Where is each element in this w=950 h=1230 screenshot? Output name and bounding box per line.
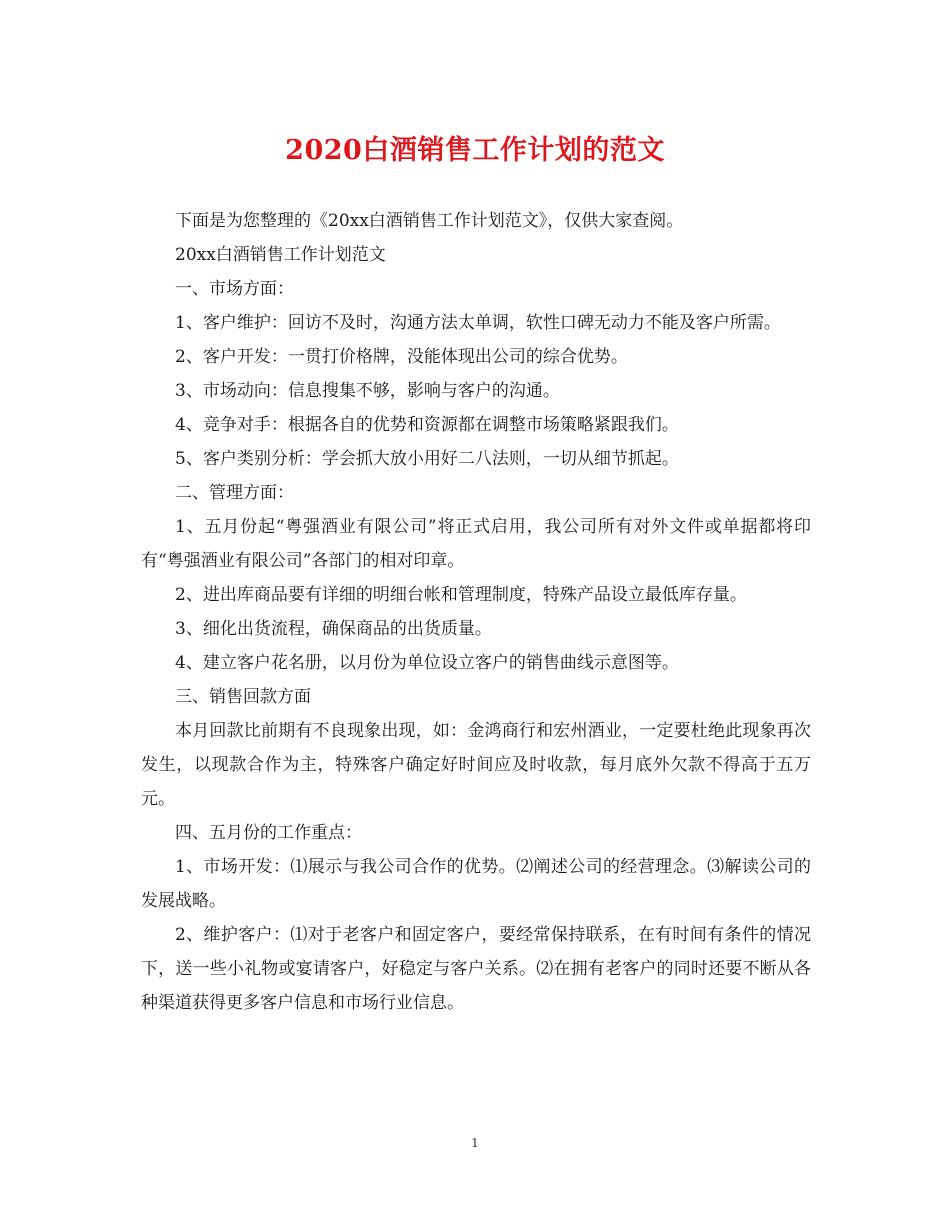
list-item: 2、进出库商品要有详细的明细台帐和管理制度，特殊产品设立最低库存量。 bbox=[175, 585, 747, 605]
paragraph-subtitle: 20xx白酒销售工作计划范文 bbox=[175, 245, 386, 265]
section-heading-market: 一、市场方面： bbox=[175, 279, 294, 299]
section-heading-focus: 四、五月份的工作重点： bbox=[175, 823, 362, 843]
page-number: 1 bbox=[471, 1136, 479, 1150]
list-item: 1、市场开发：⑴展示与我公司合作的优势。⑵阐述公司的经营理念。⑶解读公司的发展战略。 bbox=[141, 857, 811, 911]
list-item: 1、五月份起“粤强酒业有限公司”将正式启用，我公司所有对外文件或单据都将印有“粤强酒业有限公司”各部门的相对印章。 bbox=[141, 517, 811, 571]
paragraph-intro: 下面是为您整理的《20xx白酒销售工作计划范文》，仅供大家查阅。 bbox=[175, 211, 684, 231]
section-heading-management: 二、管理方面： bbox=[175, 483, 294, 503]
list-item: 2、客户开发：一贯打价格牌，没能体现出公司的综合优势。 bbox=[175, 347, 628, 367]
list-item: 3、市场动向：信息搜集不够，影响与客户的沟通。 bbox=[175, 381, 560, 401]
document-body bbox=[141, 204, 811, 1020]
paragraph-collection: 本月回款比前期有不良现象出现，如：金鸿商行和宏州酒业，一定要杜绝此现象再次发生，以现款合作为主，特殊客户确定好时间应及时收款，每月底外欠款不得高于五万元。 bbox=[141, 721, 811, 809]
list-item: 4、竞争对手：根据各自的优势和资源都在调整市场策略紧跟我们。 bbox=[175, 415, 679, 435]
list-item: 3、细化出货流程，确保商品的出货质量。 bbox=[175, 619, 492, 639]
document-title: 2020白酒销售工作计划的范文 bbox=[285, 135, 665, 166]
list-item: 2、维护客户：⑴对于老客户和固定客户，要经常保持联系，在有时间有条件的情况下，送一些小礼物或宴请客户，好稳定与客户关系。⑵在拥有老客户的同时还要不断从各种渠道获得更多客户信息和市场行业信息。 bbox=[141, 925, 811, 1013]
list-item: 5、客户类别分析：学会抓大放小用好二八法则，一切从细节抓起。 bbox=[175, 449, 679, 469]
section-heading-collection: 三、销售回款方面 bbox=[175, 687, 311, 707]
list-item: 4、建立客户花名册，以月份为单位设立客户的销售曲线示意图等。 bbox=[175, 653, 679, 673]
list-item: 1、客户维护：回访不及时，沟通方法太单调，软性口碑无动力不能及客户所需。 bbox=[175, 313, 781, 333]
